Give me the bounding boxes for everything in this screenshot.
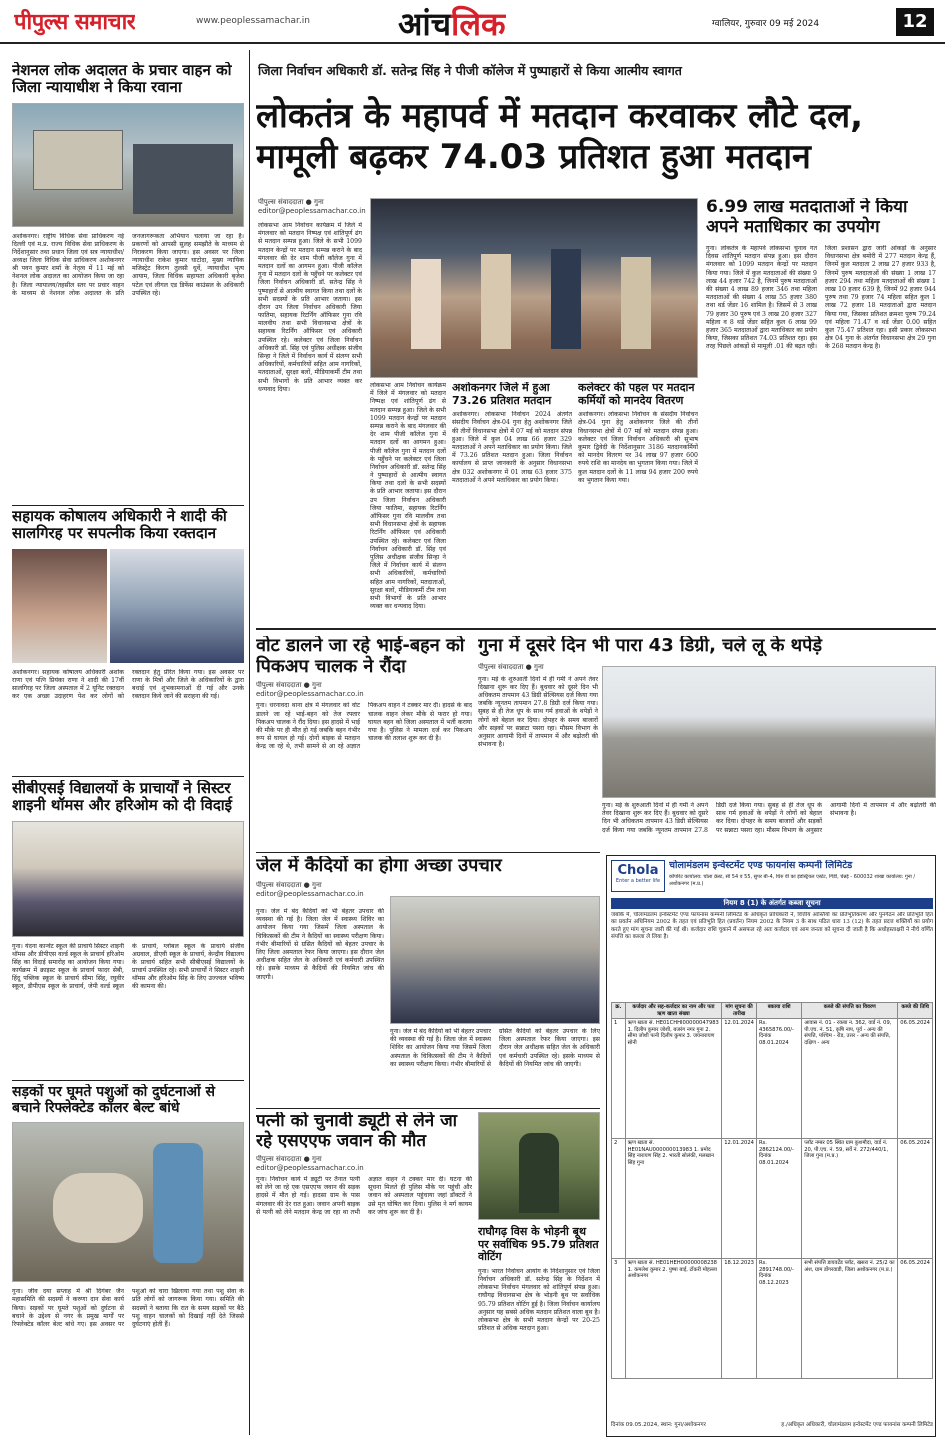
notice-footer-right: ह./अधिकृत अधिकारी, चोलामंडलम इन्वेस्टमेंट एण्ड फायनांस कम्पनी लिमिटेड: [781, 1422, 933, 1428]
cell-no: 1: [612, 1019, 626, 1139]
headline: राघौगढ़ विस के भोड़नी बूथ पर सर्वाधिक 95.79 प्रतिशत वोटिंग: [478, 1225, 599, 1264]
website-url[interactable]: www.peoplessamachar.in: [196, 16, 310, 26]
cell-amount: Rs. 4365876.00/- दिनांक 08.01.2024: [756, 1019, 801, 1139]
photo-farewell-group: [12, 821, 244, 937]
section-title-a: आंच: [398, 5, 452, 43]
article-body: गुना। धरनावदा थाना क्षेत्र में मंगलवार को वोट डालने जा रहे भाई-बहन को तेज रफ्तार पिकअप चालक ने रौंद दिया। इस हादसे में भाई की मौके पर ही मौत हो गई जबकि बहन गंभीर रूप से घायल हो गई। दोनों बाइक से मतदान केन्द्र जा रहे थे, तभी सामने से आ रहे अज्ञात पिकअप वाहन ने टक्कर मार दी। हादसे के बाद चालक वाहन लेकर मौके से फरार हो गया। घायल बहन को जिला अस्पताल में भर्ती कराया गया है। पुलिस ने मामला दर्ज कर पिकअप चालक की तलाश शुरू कर दी है।: [256, 702, 472, 751]
divider: [256, 852, 600, 853]
photo-polling-parties-welcome: [370, 198, 698, 378]
chola-logo: [611, 860, 665, 892]
headline: जेल में कैदियों का होगा अच्छा उपचार: [256, 856, 502, 876]
notice-subtitle: नियम 8 (1) के अंतर्गत कब्जा सूचना: [611, 898, 933, 909]
story-reflective-belts: [12, 1084, 244, 1432]
story-heatwave: [478, 636, 936, 848]
notice-footer-left: दिनांक 09.05.2024, स्थान: गुना/अशोकनगर: [611, 1422, 706, 1428]
divider: [12, 505, 244, 506]
col-header: क्र.: [612, 1003, 626, 1019]
story-blood-donation: [12, 508, 244, 773]
byline: पीपुल्स संवाददाता ● गुना: [256, 880, 322, 889]
headline: वोट डालने जा रहे भाई-बहन को पिकअप चालक ने रौंदा: [256, 636, 465, 677]
article-body: गुना। जीव दया सप्ताह में श्री दिगंबर जैन महासमिति की सदस्यों ने करुणा दान सेवा कार्य किया। सड़कों पर घूमते पशुओं को दुर्घटना से बचाने के उद्देश्य से नगर के प्रमुख मार्गों पर रिफ्लेक्टेड कॉलर बेल्ट बांधे गए। इस अवसर पर पशुओं को चारा खिलाया गया तथा पशु सेवा के प्रति लोगों को जागरूक किया गया। समिति की सदस्यों ने बताया कि रात के समय सड़कों पर बैठे पशु वाहन चालकों को दिखाई नहीं देते जिससे दुर्घटनाएं होती हैं।: [12, 1288, 244, 1328]
headline: नेशनल लोक अदालत के प्रचार वाहन को जिला न्यायाधीश ने किया रवाना: [12, 62, 232, 97]
headline: कलेक्टर की पहल पर मतदान कर्मियों को मानदेय वितरण: [578, 382, 695, 407]
divider: [256, 628, 936, 630]
table-row: [612, 1019, 933, 1139]
email[interactable]: editor@peoplessamachar.co.in: [258, 207, 366, 215]
email[interactable]: editor@peoplessamachar.co.in: [256, 690, 364, 699]
headline: सड़कों पर घूमते पशुओं को दुर्घटनाओं से बचाने रिफ्लेक्टेड कॉलर बेल्ट बांधे: [12, 1084, 215, 1117]
col-header: बकाया राशि: [756, 1003, 801, 1019]
column-divider: [249, 50, 250, 1435]
lead-byline: [258, 198, 366, 215]
cell-borrower: ऋण खाता सं. HE01HEH00000008238 1. कमलेश कुमार 2. पुष्पा बाई, टोंकरी मोहल्ला अशोकनगर: [625, 1259, 722, 1379]
article-body: अशोकनगर। लोकसभा निर्वाचन 2024 अंतर्गत संसदीय निर्वाचन क्षेत्र-04 गुना हेतु अशोकनगर जिले की तीनों विधानसभा क्षेत्रों में 07 मई को मतदान संपन्न हुआ। जिले में कुल 04 लाख 66 हजार 329 मतदाताओं ने अपने मताधिकार का प्रयोग किया। जिले में 73.26 प्रतिशत मतदान हुआ। जिला निर्वाचन कार्यालय से प्राप्त जानकारी के अनुसार विधानसभा क्षेत्र 032 अशोकनगर में 01 लाख 63 हजार 375 मतदाताओं ने अपने मताधिकार का प्रयोग किया।: [452, 411, 572, 484]
article-body: गुना। भारत निर्वाचन आयोग के निर्देशानुसार एवं जिला निर्वाचन अधिकारी डॉ. सतेन्द्र सिंह के निर्देशन में लोकसभा निर्वाचन मंगलवार को शांतिपूर्ण संपन्न हुआ। राघौगढ़ विधानसभा क्षेत्र के भोड़नी बूथ पर सर्वाधिक 95.79 प्रतिशत वोटिंग हुई है। जिला निर्वाचन कार्यालय अनुसार यह सबसे अधिक मतदान प्रतिशत वाला बूथ है। लोकसभा क्षेत्र के सभी मतदान केन्द्रों पर 20-25 प्रतिशत से अधिक मतदान हुआ।: [478, 1267, 600, 1333]
article-body: गुना। यंदना कान्वेंट स्कूल की प्राचार्य सिस्टर शाइनी थॉमस और डीपीएस वर्ल्ड स्कूल के प्राचार्य हरिओम सिंह का विदाई समारोह का आयोजन किया गया। कार्यक्रम में क्राइस्ट स्कूल के प्राचार्य फादर सेबी, हिंदू पब्लिक स्कूल के प्राचार्य सीमा सिंह, रघुवीर स्कूल, डीपीएस स्कूल के प्राचार्य, जेपी वर्ल्ड स्कूल के प्राचार्य, ग्लोबल स्कूल के प्राचार्य संजीव अग्रवाल, डीएवी स्कूल के प्राचार्य, केन्द्रीय विद्यालय के प्राचार्य सहित सभी सीबीएसई विद्यालयों के प्राचार्य उपस्थित रहे। सभी प्राचार्यों ने सिस्टर शाइनी थॉमस और हरिओम सिंह के लिए उज्ज्वल भविष्य की कामना की।: [12, 942, 244, 991]
chola-logo-word: Chola: [617, 863, 659, 878]
notice-table: [611, 1002, 933, 1414]
divider: [12, 1080, 244, 1081]
headline: सहायक कोषालय अधिकारी ने शादी की सालगिरह पर सपत्नीक किया रक्तदान: [12, 508, 227, 543]
article-body: गुना। जेल में बंद कैदियों को भी बेहतर उपचार की व्यवस्था की गई है। जिला जेल में स्वास्थ्य शिविर का आयोजन किया गया जिसमें जिला अस्पताल के चिकित्सकों की टीम ने कैदियों का स्वास्थ्य परीक्षण किया। गंभीर बीमारियों से ग्रसित कैदियों को बेहतर उपचार के लिए जिला अस्पताल रेफर किया जाएगा। इस दौरान जेल अधीक्षक सहित जेल के अधिकारी एवं कर्मचारी उपस्थित रहे। इसके माध्यम से कैदियों की नियमित जांच की जाएगी।: [256, 908, 384, 981]
headline: 6.99 लाख मतदाताओं ने किया अपने मताधिकार का उपयोग: [706, 198, 908, 237]
cell-notice-date: 12.01.2024: [722, 1139, 757, 1259]
article-body: अशोकनगर। सहायक कोषालय अधिकारी अशोक राणा एवं पत्नि प्रियंका राणा ने शादी की 17वीं सालगिरह पर जिला अस्पताल में 2 यूनिट रक्तदान कर एक अच्छा उदाहरण पेश कर लोगों को रक्तदान हेतु प्रेरित किया गया। इस अवसर पर राणा के मित्रों और जिले के अधिकारियों के द्वारा बधाई एवं शुभकामनाओं दी गई और उनके रक्तदान किये जाने की सराहना की गई।: [12, 668, 244, 701]
article-body: गुना। मई के शुरुआती दिनों में ही गर्मी ने अपने तेवर दिखाना शुरू कर दिए हैं। बुधवार को दूसरे दिन भी अधिकतम तापमान 43 डिग्री सेल्सियस दर्ज किया गया जबकि न्यूनतम तापमान 27.8 डिग्री दर्ज किया गया। सुबह से ही तेज धूप के साथ गर्म हवाओं के थपेड़ों ने लोगों को बेहाल कर दिया। दोपहर के समय बाजारों और सड़कों पर सन्नाटा पसरा रहा। मौसम विभाग के अनुसार आगामी दिनों में तापमान में और बढ़ोतरी की संभावना है।: [478, 675, 598, 749]
notice-intro: जबकि में, चोलामंडलम इन्वेस्टमेंट एण्ड फायनांस कम्पनी लिमिटेड के अधिकृत प्राधिकारी ने, वित्तीय आस्तियों का प्रतिभूतिकरण और पुनर्गठन और प्रतिभूति हित का प्रवर्तन अधिनियम 2002 के तहत एवं प्रतिभूति हित (प्रवर्तन) नियम 2002 के नियम 3 के साथ पठित धारा 13 (12) के तहत प्रदत्त शक्तियों का प्रयोग करते हुए मांग सूचना जारी की गई थी। कर्जदार राशि चुकाने में असफल रहे अतः कर्जदार एवं आम जनता को सूचना दी जाती है कि अधोहस्ताक्षरी ने नीचे वर्णित संपत्ति का कब्जा ले लिया है।: [611, 912, 933, 941]
possession-table: [611, 1002, 933, 1379]
photo-lok-adalat-vehicle: [12, 103, 244, 227]
story-jail-treatment: [256, 856, 600, 1106]
page-number: 12: [896, 8, 934, 36]
notice-title: चोलामंडलम इन्वेस्टमेंट एण्ड फायनांस कम्पनी लिमिटेड: [669, 860, 853, 871]
cell-no: 2: [612, 1139, 626, 1259]
divider: [256, 1108, 600, 1109]
cell-borrower: ऋण खाता सं. HE01NAU000000013983 1. प्रमोद सिंह नारायण सिंह 2. भारती सोलंकी, मलखान सिंह गुना: [625, 1139, 722, 1259]
table-header-row: [612, 1003, 933, 1019]
article-body: गुना। लोकतंत्र के महापर्व लोकसभा चुनाव गत दिवस शांतिपूर्ण मतदान संपन्न हुआ। इस दौरान मंगलवार को 1099 मतदान केन्द्रों पर मतदान किया गया। जिले में कुल मतदाताओं की संख्या 9 लाख 44 हजार 742 है, जिनमें पुरुष मतदाताओं की संख्या 4 लाख 89 हजार 346 तथा महिला मतदाताओं की संख्या 4 लाख 55 हजार 380 तथा थर्ड जेंडर 16 शामिल है। जिसमें से 3 लाख 79 हजार 30 पुरुष एवं 3 लाख 20 हजार 327 महिला व 8 थर्ड जेंडर सहित कुल 6 लाख 99 हजार 365 मतदाताओं द्वारा मताधिकार का प्रयोग किया, जिसका प्रतिशत 74.03 प्रतिशत रहा। इस तरह पिछले आंकड़ों से मामूली .01 की बढ़त रही। जिला प्रशासन द्वारा जारी आंकड़ों के अनुसार विधानसभा क्षेत्र बमोरी में 277 मतदान केन्द्र हैं, जिनमें कुल मतदाता 2 लाख 27 हजार 933 है, जिनमें पुरुष मतदाताओं की संख्या 1 लाख 17 हजार 294 तथा महिला मतदाताओं की संख्या 1 लाख 10 हजार 639 है, जिनमें 92 हजार 944 पुरुष तथा 79 हजार 74 महिला सहित कुल 1 लाख 72 हजार 18 मतदाताओं द्वारा मतदान किया गया, जिसका प्रतिशत क्रमशः पुरुष 79.24 एवं महिला 71.47 व थर्ड जेंडर 0.00 सहित कुल 75.47 प्रतिशत रहा। इसी प्रकार लोकसभा क्षेत्र 04 गुना के अंतर्गत विधानसभा क्षेत्र 29 गुना के 268 मतदान केन्द्र है।: [706, 245, 936, 351]
lead-headline: लोकतंत्र के महापर्व में मतदान करवाकर लौटे दल, मामूली बढ़कर 74.03 प्रतिशत हुआ मतदान: [256, 96, 864, 178]
byline: पीपुल्स संवाददाता ● गुना: [256, 681, 322, 690]
cell-property: आवास नं. 01 - रकबा न. 362, वार्ड नं. 09, पी.एच. नं. 51, कृषि नाप, पूर्व - अन्य की संपत्ति, पश्चिम - रोड, उत्तर - अन्य की संपत्ति, दक्षिण - अन्य: [802, 1019, 898, 1139]
cell-amount: Rs. 2862124.00/- दिनांक 08.01.2024: [756, 1139, 801, 1259]
photo-cow-belt: [12, 1122, 244, 1282]
photo-blood-donation: [12, 549, 244, 663]
article-body-continued: गुना। मई के शुरुआती दिनों में ही गर्मी ने अपने तेवर दिखाना शुरू कर दिए हैं। बुधवार को दूसरे दिन भी अधिकतम तापमान 43 डिग्री सेल्सियस दर्ज किया गया जबकि न्यूनतम तापमान 27.8 डिग्री दर्ज किया गया। सुबह से ही तेज धूप के साथ गर्म हवाओं के थपेड़ों ने लोगों को बेहाल कर दिया। दोपहर के समय बाजारों और सड़कों पर सन्नाटा पसरा रहा। मौसम विभाग के अनुसार आगामी दिनों में तापमान में और बढ़ोतरी की संभावना है।: [602, 802, 936, 834]
headline: पत्नी को चुनावी ड्यूटी से लेने जा रहे एसएएफ जवान की मौत: [256, 1112, 458, 1151]
sub-story-ashoknagar-turnout: [452, 382, 572, 622]
story-turnout: [706, 198, 936, 622]
table-row: [612, 1139, 933, 1259]
section-title-b: लिक: [451, 5, 506, 43]
cell-property: प्लॉट नम्बर 05 स्थित ग्राम कुशमौदा, वार्ड नं. 20, पी.एच. नं. 59, सर्वे नं. 272/440/1, जिला गुना (म.प्र.): [802, 1139, 898, 1259]
photo-empty-road: [602, 666, 936, 798]
cell-notice-date: 12.01.2024: [722, 1019, 757, 1139]
legal-notice-chola: [606, 855, 936, 1437]
cell-borrower: ऋण खाता सं. HE01CHHI00000047983 1. दिलीप कुमार जोशी, बजरंग नगर गुना 2. सीमा जोशी पत्नी दिलीप कुमार 3. जयनारायण सोनी: [625, 1019, 722, 1139]
story-pickup-accident: [256, 636, 472, 846]
divider: [12, 776, 244, 777]
byline: पीपुल्स संवाददाता ● गुना: [258, 198, 324, 206]
byline: पीपुल्स संवाददाता ● गुना: [256, 1155, 322, 1164]
lead-body-continued: लोकसभा आम निर्वाचन कार्यक्रम में जिले में मंगलवार को मतदान निष्पक्ष एवं शांतिपूर्ण ढंग से मतदान सम्पन्न हुआ। जिले के सभी 1099 मतदान केन्द्रों पर मतदान सम्पन्न कराने के बाद मंगलवार की देर शाम पीजी कॉलेज गुना में मतदान दलों का आगमन हुआ। पीजी कॉलेज गुना में मतदान दलों के पहुँचने पर कलेक्टर एवं जिला निर्वाचन अधिकारी डॉ. सतेन्द्र सिंह ने पुष्पाहारों से आत्मीय स्वागत किया तथा दलों के सभी सदस्यों के प्रति आभार जताया। इस दौरान उप जिला निर्वाचन अधिकारी जिया फातिमा, सहायक रिटर्निंग ऑफिसर गुना रवि मालवीय तथा सभी विधानसभा क्षेत्रों के सहायक रिटर्निंग ऑफिसर एवं अधिकारी उपस्थित रहे। कलेक्टर एवं जिला निर्वाचन अधिकारी डॉ. सिंह एवं पुलिस अधीक्षक संजीव सिन्हा ने जिले में निर्वाचन कार्य में संलग्न सभी अधिकारियों, कर्मचारियों सहित आम नागरिकों, मतदाताओं, सुरक्षा बलों, मीडियाकर्मी टीम तथा सभी विभागों के प्रति आभार व्यक्त कर धन्यवाद दिया।: [370, 382, 446, 611]
photo-saf-jawan: [478, 1112, 600, 1220]
cell-amount: Rs. 2891748.00/- दिनांक 08.12.2023: [756, 1259, 801, 1379]
cell-no: 3: [612, 1259, 626, 1379]
table-row: [612, 1259, 933, 1379]
cell-property: सभी संपत्ति डायवर्टेड प्लॉट, खसरा नं. 25/2 का अंश, ग्राम डोंगरवाडी, जिला अशोकनगर (म.प्र.): [802, 1259, 898, 1379]
brand-logo: पीपुल्स समाचार: [14, 10, 136, 35]
article-body: गुना। निर्वाचन कार्य में ड्यूटी पर तैनात पत्नी को लेने जा रहे एक एसएएफ जवान की सड़क हादसे में मौत हो गई। हादसा ग्राम के पास मंगलवार की देर रात हुआ। जवान अपनी बाइक से पत्नी को लेने मतदान केन्द्र जा रहा था तभी अज्ञात वाहन ने टक्कर मार दी। घटना की सूचना मिलते ही पुलिस मौके पर पहुंची और जवान को अस्पताल पहुंचाया जहां डॉक्टरों ने उसे मृत घोषित कर दिया। पुलिस ने मर्ग कायम कर जांच शुरू कर दी है।: [256, 1176, 472, 1216]
byline: पीपुल्स संवाददाता ● गुना: [478, 662, 544, 671]
col-header: कब्जे की संपत्ति का विवरण: [802, 1003, 898, 1019]
notice-address: कॉर्पोरेट कार्यालय: चोला क्रेस्ट, सी 54 व 55, सुपर बी-4, थिरु वी का इंडस्ट्रियल एस्टेट, गिंडी, चेन्नई - 600032 शाखा कार्यालय: गुना / अशोकनगर (म.प्र.): [669, 874, 916, 887]
section-title: [398, 2, 506, 44]
lead-kicker: जिला निर्वाचन अधिकारी डॉ. सतेन्द्र सिंह ने पीजी कॉलेज में पुष्पाहारों से किया आत्मीय स्वागत: [258, 63, 682, 78]
col-header: कब्जे की तिथि: [898, 1003, 933, 1019]
email[interactable]: editor@peoplessamachar.co.in: [256, 889, 364, 898]
dateline: ग्वालियर, गुरुवार 09 मई 2024: [712, 19, 820, 29]
article-body-continued: गुना। जेल में बंद कैदियों को भी बेहतर उपचार की व्यवस्था की गई है। जिला जेल में स्वास्थ्य शिविर का आयोजन किया गया जिसमें जिला अस्पताल के चिकित्सकों की टीम ने कैदियों का स्वास्थ्य परीक्षण किया। गंभीर बीमारियों से ग्रसित कैदियों को बेहतर उपचार के लिए जिला अस्पताल रेफर किया जाएगा। इस दौरान जेल अधीक्षक सहित जेल के अधिकारी एवं कर्मचारी उपस्थित रहे। इसके माध्यम से कैदियों की नियमित जांच की जाएगी।: [390, 1028, 600, 1068]
headline: अशोकनगर जिले में हुआ 73.26 प्रतिशत मतदान: [452, 382, 552, 407]
sub-story-honorarium: [578, 382, 698, 622]
email[interactable]: editor@peoplessamachar.co.in: [256, 1164, 364, 1173]
photo-jail-camp: [390, 896, 600, 1024]
story-saf-jawan: [256, 1112, 472, 1437]
headline: गुना में दूसरे दिन भी पारा 43 डिग्री, चले लू के थपेड़े: [478, 636, 823, 656]
col-header: मांग सूचना की तारीख: [722, 1003, 757, 1019]
cell-possession: 06.05.2024: [898, 1019, 933, 1139]
story-lok-adalat: [12, 62, 244, 502]
story-bhodni-booth: [478, 1112, 600, 1437]
cell-possession: 06.05.2024: [898, 1259, 933, 1379]
cell-notice-date: 18.12.2023: [722, 1259, 757, 1379]
chola-logo-tag: Enter a better life: [615, 878, 661, 884]
masthead: [0, 0, 945, 44]
story-principals-farewell: [12, 780, 244, 1080]
article-body: अशोकनगर। राष्ट्रीय विधिक सेवा प्राधिकरण नई दिल्ली एवं म.प्र. राज्य विधिक सेवा प्राधिकरण के निर्देशानुसार तथा प्रधान जिला एवं सत्र न्यायाधीश/अध्यक्ष जिला विधिक सेवा प्राधिकरण अशोकनगर श्री पवन कुमार शर्मा के नेतृत्व में 11 मई को नेशनल लोक अदालत का आयोजन किया जा रहा है। जिला न्यायालय/तहसील स्तर पर प्रचार वाहन के माध्यम से नेशनल लोक अदालत के प्रति जनजागरूकता अभियान चलाया जा रहा है। प्रकरणों को आपसी सुलह समझौते के माध्यम से निराकरण किया जाएगा। इस अवसर पर जिला न्यायाधीश राकेश कुमार घाटोदा, मुख्य न्यायिक मजिस्ट्रेट किरण तुलसी धुर्वे, न्यायाधीश भृत्य आयाम, जिला विधिक सहायता अधिकारी बृजेश पटेल एवं लीगल एड डिफेंस काउंसल के अधिकारी उपस्थित रहे।: [12, 232, 244, 297]
cell-possession: 06.05.2024: [898, 1139, 933, 1259]
article-body: अशोकनगर। लोकसभा निर्वाचन के संसदीय निर्वाचन क्षेत्र-04 गुना हेतु अशोकनगर जिले की तीनों विधानसभा क्षेत्रों में 07 मई को मतदान संपन्न हुआ। कलेक्टर एवं जिला निर्वाचन अधिकारी श्री सुभाष कुमार द्विवेदी के निर्देशानुसार 3186 मतदानकर्मियों को मानदेय वितरण पर 34 लाख 97 हजार 600 रुपये राशि का मानदेय का भुगतान किया गया। जिले में कुल मतदान दलों के 11 लाख 94 हजार 200 रुपये का भुगतान किया गया।: [578, 411, 698, 484]
lead-body: लोकसभा आम निर्वाचन कार्यक्रम में जिले में मंगलवार को मतदान निष्पक्ष एवं शांतिपूर्ण ढंग से मतदान सम्पन्न हुआ। जिले के सभी 1099 मतदान केन्द्रों पर मतदान सम्पन्न कराने के बाद मंगलवार की देर शाम पीजी कॉलेज गुना में मतदान दलों का आगमन हुआ। पीजी कॉलेज गुना में मतदान दलों के पहुँचने पर कलेक्टर एवं जिला निर्वाचन अधिकारी डॉ. सतेन्द्र सिंह ने पुष्पाहारों से आत्मीय स्वागत किया तथा दलों के सभी सदस्यों के प्रति आभार जताया। इस दौरान उप जिला निर्वाचन अधिकारी जिया फातिमा, सहायक रिटर्निंग ऑफिसर गुना रवि मालवीय तथा सभी विधानसभा क्षेत्रों के सहायक रिटर्निंग ऑफिसर एवं अधिकारी उपस्थित रहे। कलेक्टर एवं जिला निर्वाचन अधिकारी डॉ. सिंह एवं पुलिस अधीक्षक संजीव सिन्हा ने जिले में निर्वाचन कार्य में संलग्न सभी अधिकारियों, कर्मचारियों सहित आम नागरिकों, मतदाताओं, सुरक्षा बलों, मीडियाकर्मी टीम तथा सभी विभागों के प्रति आभार व्यक्त कर धन्यवाद दिया।: [258, 222, 362, 393]
headline: सीबीएसई विद्यालयों के प्राचार्यों ने सिस्टर शाइनी थॉमस और हरिओम को दी विदाई: [12, 780, 233, 815]
col-header: कर्जदार और सह-कर्जदार का नाम और पता ऋण खाता संख्या: [625, 1003, 722, 1019]
